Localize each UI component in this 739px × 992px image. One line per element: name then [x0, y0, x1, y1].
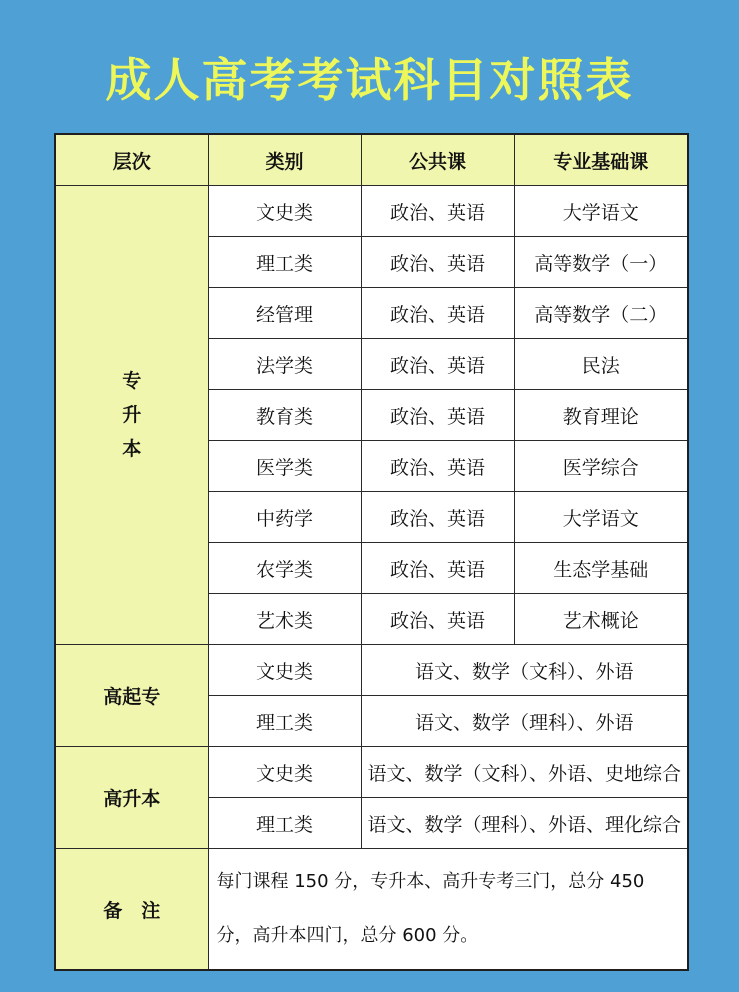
category-cell: 法学类	[208, 339, 361, 390]
level-zhuanshengben	[55, 186, 208, 645]
basic-course-cell: 艺术概论	[514, 594, 688, 645]
header-basic-course: 专业基础课	[514, 134, 688, 186]
category-cell: 文史类	[208, 186, 361, 237]
table-row	[55, 645, 688, 696]
category-cell: 艺术类	[208, 594, 361, 645]
category-cell: 经管理	[208, 288, 361, 339]
note-label: 备 注	[55, 849, 208, 971]
basic-course-cell: 教育理论	[514, 390, 688, 441]
category-cell: 理工类	[208, 237, 361, 288]
public-course-cell: 政治、英语	[361, 543, 514, 594]
level-gaoshengben: 高升本	[55, 747, 208, 849]
note-row	[55, 849, 688, 971]
subjects-cell: 语文、数学（文科）、外语	[361, 645, 688, 696]
public-course-cell: 政治、英语	[361, 594, 514, 645]
basic-course-cell: 民法	[514, 339, 688, 390]
public-course-cell: 政治、英语	[361, 237, 514, 288]
header-level: 层次	[55, 134, 208, 186]
header-row	[55, 134, 688, 186]
subject-table	[54, 133, 689, 971]
category-cell: 文史类	[208, 645, 361, 696]
level-char: 升	[122, 404, 142, 426]
basic-course-cell: 高等数学（二）	[514, 288, 688, 339]
level-char: 专	[122, 370, 142, 392]
category-cell: 中药学	[208, 492, 361, 543]
public-course-cell: 政治、英语	[361, 390, 514, 441]
basic-course-cell: 大学语文	[514, 186, 688, 237]
subjects-cell: 语文、数学（理科）、外语、理化综合	[361, 798, 688, 849]
header-public-course: 公共课	[361, 134, 514, 186]
category-cell: 文史类	[208, 747, 361, 798]
category-cell: 理工类	[208, 696, 361, 747]
basic-course-cell: 生态学基础	[514, 543, 688, 594]
category-cell: 农学类	[208, 543, 361, 594]
page-title: 成人高考考试科目对照表	[105, 53, 634, 107]
level-gaoqizhuan: 高起专	[55, 645, 208, 747]
basic-course-cell: 高等数学（一）	[514, 237, 688, 288]
basic-course-cell: 医学综合	[514, 441, 688, 492]
public-course-cell: 政治、英语	[361, 339, 514, 390]
header-category: 类别	[208, 134, 361, 186]
category-cell: 理工类	[208, 798, 361, 849]
level-char: 本	[122, 438, 142, 460]
table-row	[55, 186, 688, 237]
subjects-cell: 语文、数学（理科）、外语	[361, 696, 688, 747]
category-cell: 医学类	[208, 441, 361, 492]
public-course-cell: 政治、英语	[361, 492, 514, 543]
public-course-cell: 政治、英语	[361, 186, 514, 237]
basic-course-cell: 大学语文	[514, 492, 688, 543]
public-course-cell: 政治、英语	[361, 441, 514, 492]
table-row	[55, 747, 688, 798]
category-cell: 教育类	[208, 390, 361, 441]
subjects-cell: 语文、数学（文科）、外语、史地综合	[361, 747, 688, 798]
public-course-cell: 政治、英语	[361, 288, 514, 339]
note-text: 每门课程 150 分，专升本、高升专考三门，总分 450 分，高升本四门，总分 600 分。	[208, 849, 688, 971]
